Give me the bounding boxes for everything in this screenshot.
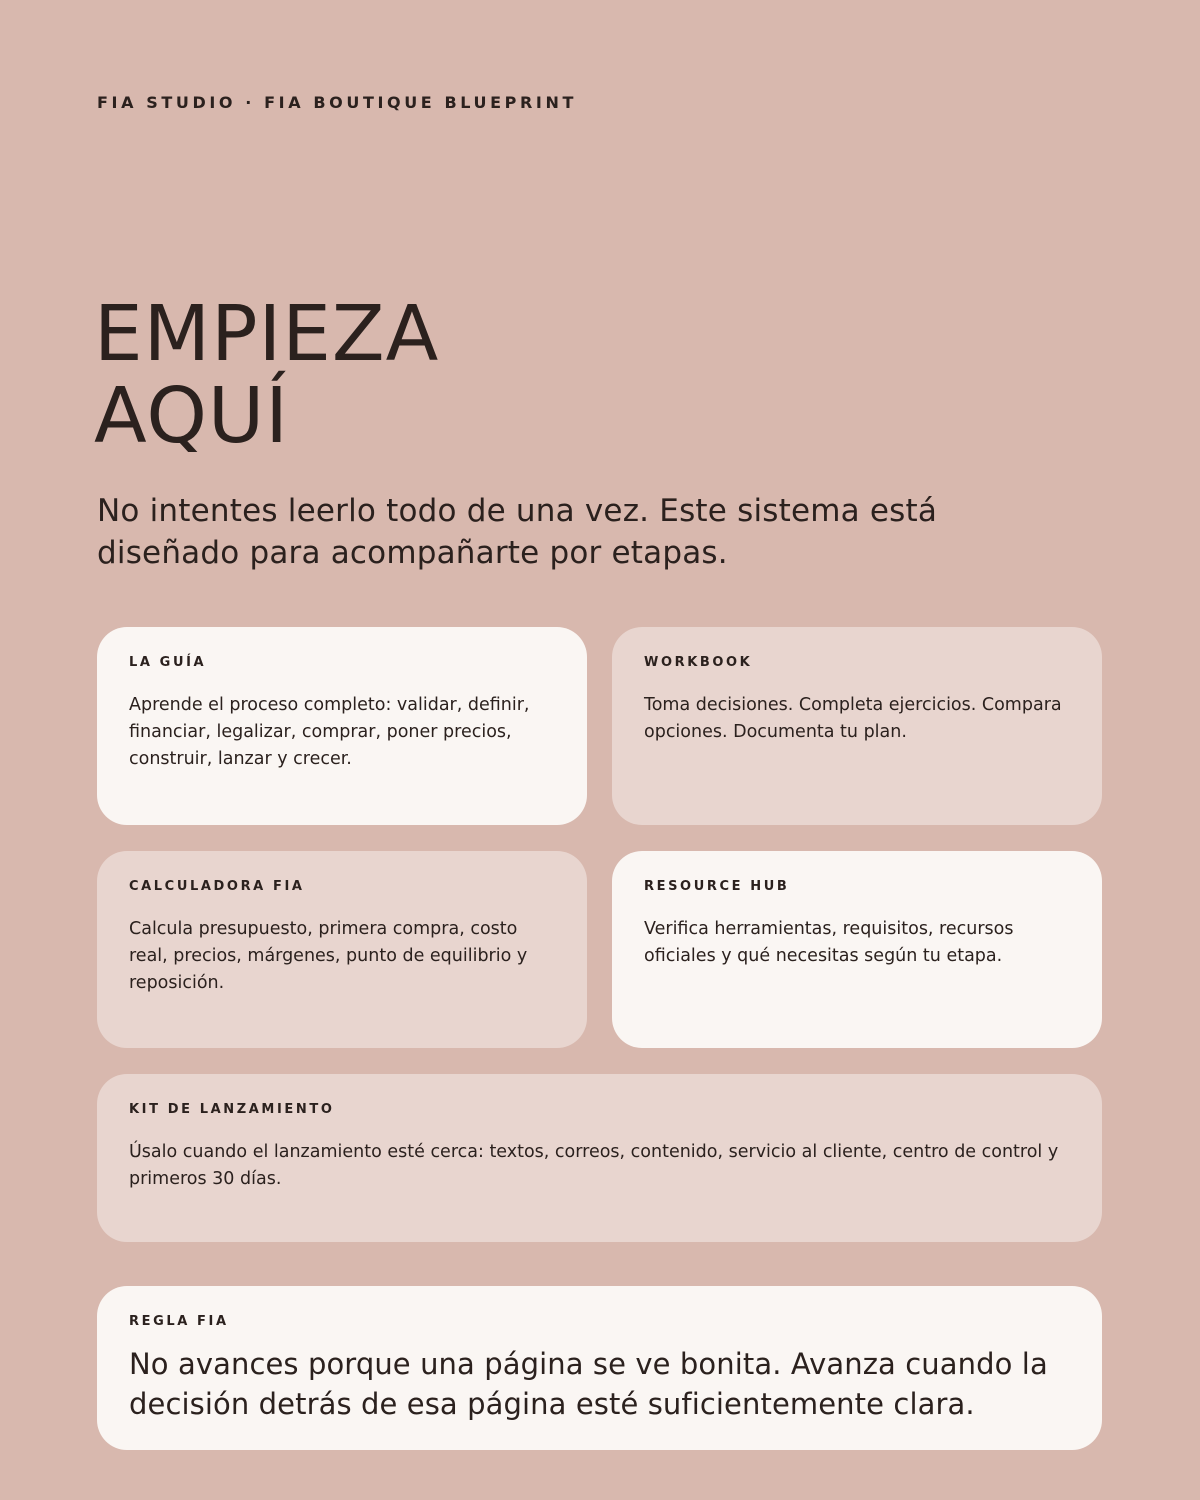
card-rule-title: REGLA FIA [129,1314,229,1329]
page-title-line-2: AQUÍ [94,372,289,461]
card-rule-text: No avances porque una página se ve bonita. Avanza cuando la decisión detrás de esa página esté suficientemente clara. [129,1347,1048,1421]
card-guide-body: Aprende el proceso completo: validar, definir, financiar, legalizar, comprar, poner precios, construir, lanzar y crecer. [129,695,530,769]
card-resource-hub-title: RESOURCE HUB [644,879,790,894]
card-launch-kit-title: KIT DE LANZAMIENTO [129,1102,335,1117]
page-title [94,290,440,461]
card-guide [97,627,587,825]
card-launch-kit [97,1074,1102,1242]
card-workbook-title: WORKBOOK [644,655,753,670]
card-calculator-title: CALCULADORA FIA [129,879,305,894]
intro-text: No intentes leerlo todo de una vez. Este sistema está diseñado para acompañarte por etapas. [97,493,938,571]
card-workbook-body: Toma decisiones. Completa ejercicios. Compara opciones. Documenta tu plan. [644,695,1062,742]
card-rule [97,1286,1102,1450]
card-workbook [612,627,1102,825]
card-resource-hub-body: Verifica herramientas, requisitos, recursos oficiales y qué necesitas según tu etapa. [644,919,1014,966]
card-calculator [97,851,587,1048]
page-title-line-1: EMPIEZA [94,290,440,379]
card-calculator-body: Calcula presupuesto, primera compra, costo real, precios, márgenes, punto de equilibrio y reposición. [129,919,528,993]
brand-eyebrow: FIA STUDIO · FIA BOUTIQUE BLUEPRINT [97,93,577,112]
card-resource-hub [612,851,1102,1048]
card-launch-kit-body: Úsalo cuando el lanzamiento esté cerca: textos, correos, contenido, servicio al cliente, centro de control y primeros 30 días. [129,1142,1059,1189]
card-guide-title: LA GUÍA [129,655,207,670]
